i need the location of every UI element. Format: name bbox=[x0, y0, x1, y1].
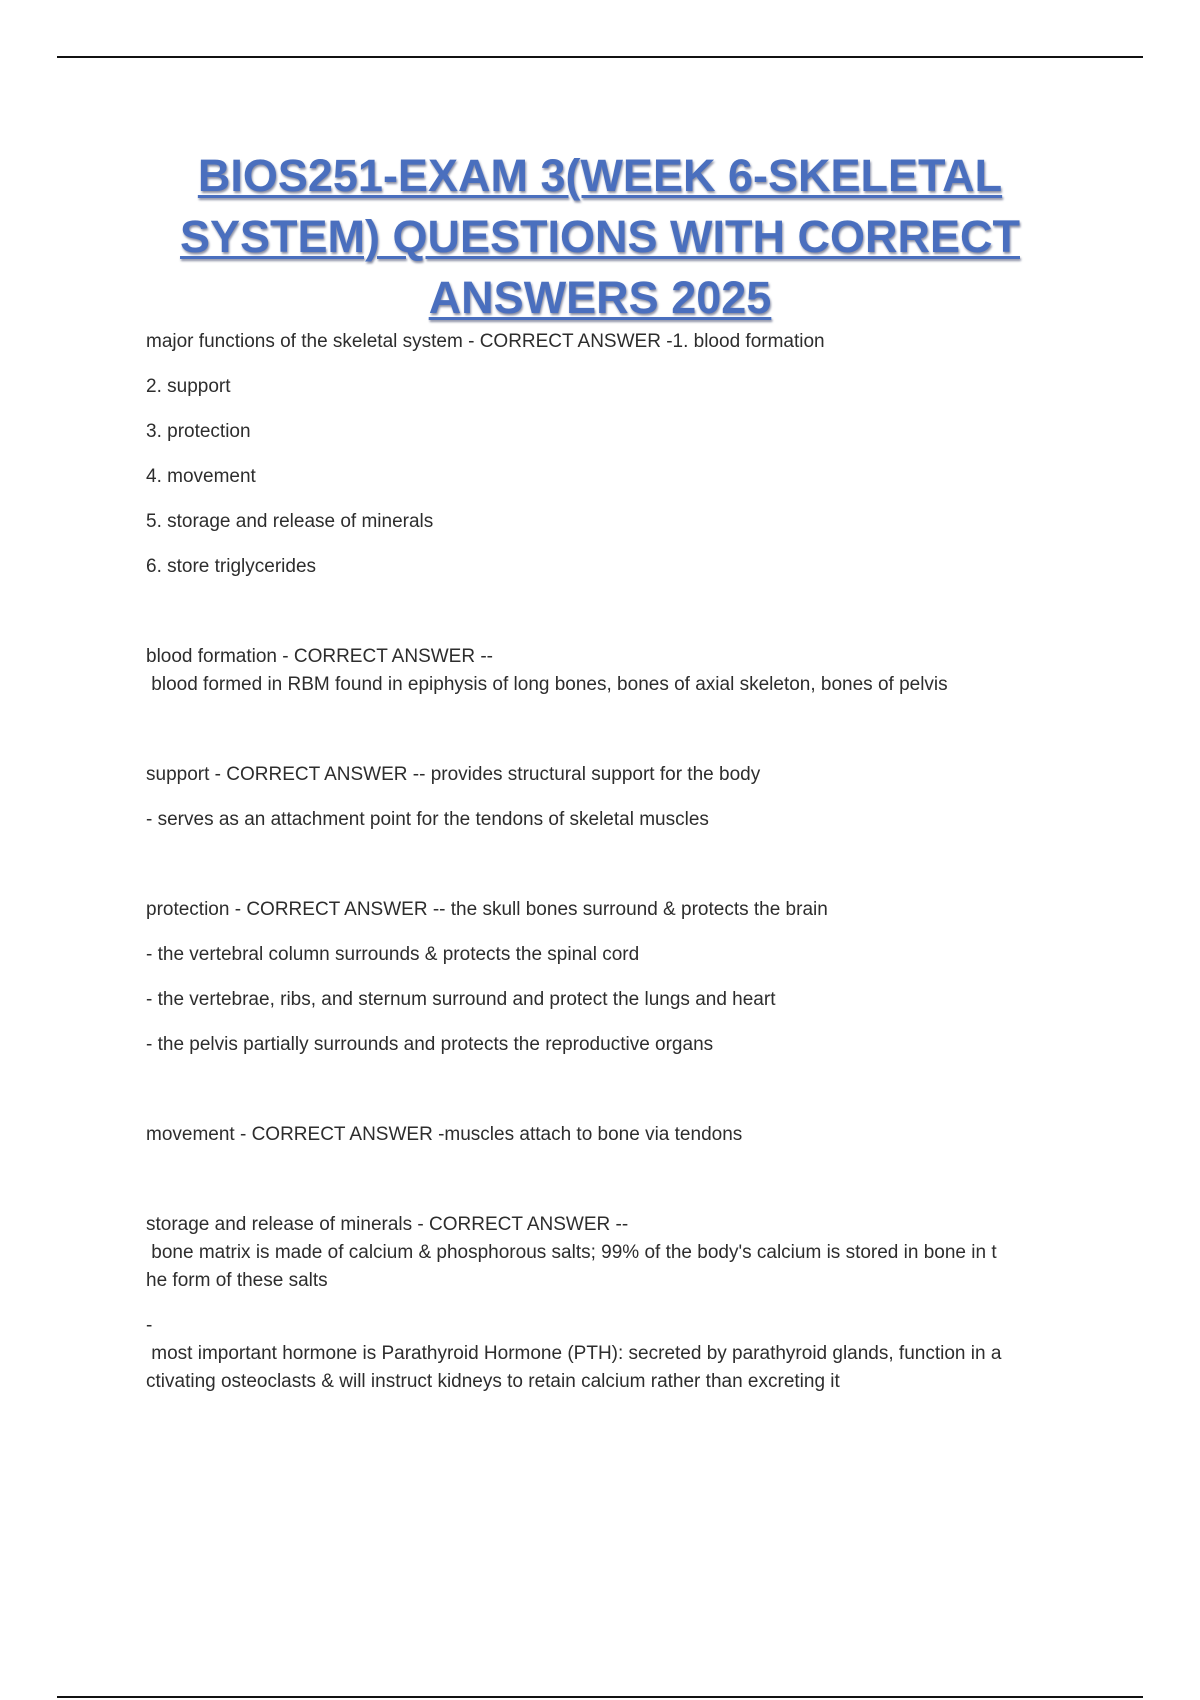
top-rule bbox=[57, 56, 1143, 58]
list-item: 3. protection bbox=[146, 421, 251, 442]
answer-storage-line: most important hormone is Parathyroid Hormone (PTH): secreted by parathyroid glands, function in a bbox=[146, 1343, 1002, 1364]
question-blood-formation: blood formation - CORRECT ANSWER -- bbox=[146, 646, 494, 667]
answer-storage-line: bone matrix is made of calcium & phosphorous salts; 99% of the body's calcium is stored in bone in t bbox=[146, 1242, 997, 1263]
question-movement: movement - CORRECT ANSWER -muscles attach to bone via tendons bbox=[146, 1124, 743, 1145]
list-item: - the vertebral column surrounds & protects the spinal cord bbox=[146, 944, 640, 965]
document-body bbox=[146, 328, 1076, 1413]
bottom-rule bbox=[57, 1696, 1143, 1698]
list-item: 5. storage and release of minerals bbox=[146, 511, 434, 532]
list-item: - the vertebrae, ribs, and sternum surround and protect the lungs and heart bbox=[146, 989, 776, 1010]
answer-storage-line: ctivating osteoclasts & will instruct kidneys to retain calcium rather than excreting it bbox=[146, 1371, 840, 1392]
answer-storage-line: he form of these salts bbox=[146, 1270, 328, 1291]
question-support: support - CORRECT ANSWER -- provides structural support for the body bbox=[146, 764, 761, 785]
answer-blood-formation: blood formed in RBM found in epiphysis of long bones, bones of axial skeleton, bones of pelvis bbox=[146, 674, 948, 695]
list-item: 2. support bbox=[146, 376, 231, 397]
list-item: - the pelvis partially surrounds and protects the reproductive organs bbox=[146, 1034, 714, 1055]
list-item: 4. movement bbox=[146, 466, 256, 487]
answer-dash: - bbox=[146, 1315, 153, 1336]
list-item: 6. store triglycerides bbox=[146, 556, 317, 577]
question-major-functions: major functions of the skeletal system - CORRECT ANSWER -1. blood formation bbox=[146, 331, 825, 352]
question-protection: protection - CORRECT ANSWER -- the skull bones surround & protects the brain bbox=[146, 899, 828, 920]
question-storage: storage and release of minerals - CORRECT ANSWER -- bbox=[146, 1214, 629, 1235]
document-title: BIOS251-EXAM 3(WEEK 6-SKELETAL SYSTEM) QUESTIONS WITH CORRECT ANSWERS 2025 bbox=[179, 150, 1020, 323]
list-item: - serves as an attachment point for the tendons of skeletal muscles bbox=[146, 809, 709, 830]
